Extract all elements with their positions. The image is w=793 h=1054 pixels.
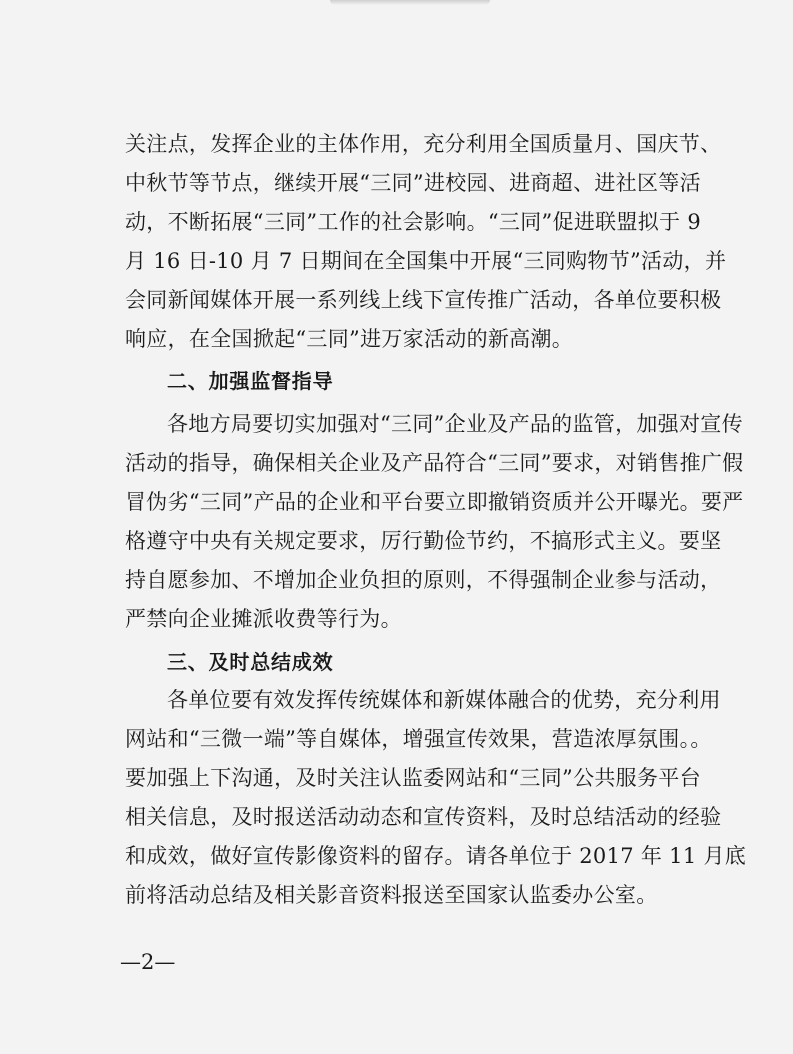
section-3-heading: 三、及时总结成效 bbox=[167, 650, 334, 674]
section-2-line-6: 严禁向企业摊派收费等行为。 bbox=[125, 607, 402, 631]
section-2-line-5: 持自愿参加、不增加企业负担的原则，不得强制企业参与活动， bbox=[125, 568, 722, 592]
page-number: —2— bbox=[120, 950, 176, 974]
scan-shadow bbox=[330, 0, 490, 5]
section-2-line-3: 冒伪劣“三同”产品的企业和平台要立即撤销资质并公开曝光。要严 bbox=[125, 490, 744, 514]
section-3-line-2: 网站和“三微一端”等自媒体，增强宣传效果，营造浓厚氛围。。 bbox=[125, 727, 712, 751]
intro-line-5: 会同新闻媒体开展一系列线上线下宣传推广活动，各单位要积极 bbox=[125, 288, 722, 312]
section-2-line-1: 各地方局要切实加强对“三同”企业及产品的监管，加强对宣传 bbox=[167, 412, 743, 436]
section-3-line-1: 各单位要有效发挥传统媒体和新媒体融合的优势，充分利用 bbox=[167, 688, 721, 712]
section-3-line-6: 前将活动总结及相关影音资料报送至国家认监委办公室。 bbox=[125, 883, 658, 907]
section-2-heading: 二、加强监督指导 bbox=[167, 369, 334, 393]
section-3-line-3: 要加强上下沟通，及时关注认监委网站和“三同”公共服务平台 bbox=[125, 766, 701, 790]
intro-line-2: 中秋节等节点，继续开展“三同”进校园、进商超、进社区等活 bbox=[125, 171, 701, 195]
section-3-line-5: 和成效，做好宣传影像资料的留存。请各单位于 2017 年 11 月底 bbox=[125, 844, 747, 868]
section-3-line-4: 相关信息，及时报送活动动态和宣传资料，及时总结活动的经验 bbox=[125, 805, 722, 829]
intro-line-6: 响应，在全国掀起“三同”进万家活动的新高潮。 bbox=[125, 327, 574, 351]
intro-line-1: 关注点，发挥企业的主体作用，充分利用全国质量月、国庆节、 bbox=[125, 132, 722, 156]
section-2-line-2: 活动的指导，确保相关企业及产品符合“三同”要求，对销售推广假 bbox=[125, 451, 744, 475]
section-2-line-4: 格遵守中央有关规定要求，厉行勤俭节约，不搞形式主义。要坚 bbox=[125, 529, 722, 553]
intro-line-3: 动，不断拓展“三同”工作的社会影响。“三同”促进联盟拟于 9 bbox=[125, 210, 701, 234]
intro-line-4: 月 16 日-10 月 7 日期间在全国集中开展“三同购物节”活动，并 bbox=[125, 249, 727, 273]
